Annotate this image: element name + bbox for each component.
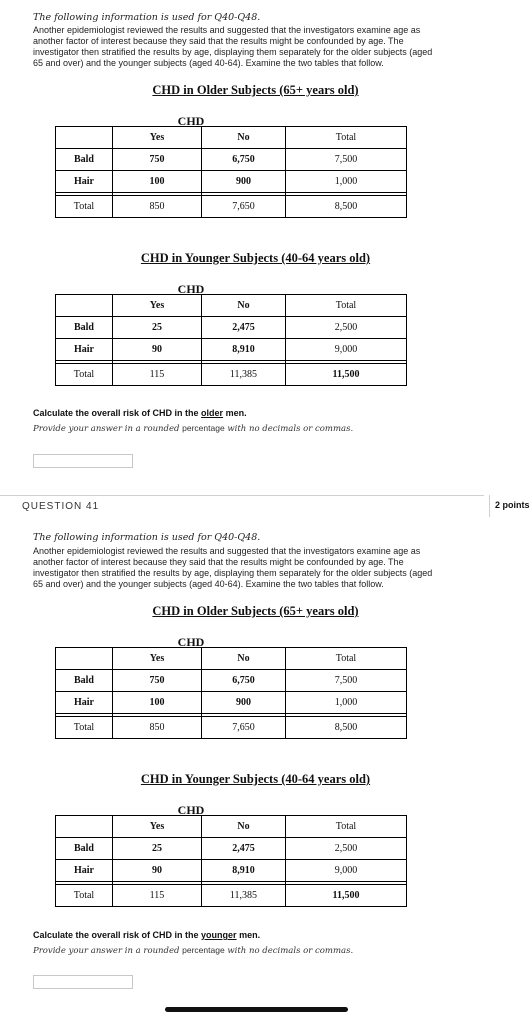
question-41-header: QUESTION 41 xyxy=(22,501,100,512)
older-subjects-table xyxy=(55,126,407,218)
table-row: Hair 90 8,910 9,000 xyxy=(56,339,407,361)
table-row: Hair 90 8,910 9,000 xyxy=(56,860,407,882)
older-header-yes: Yes xyxy=(113,127,202,149)
intro-label: The following information is used for Q40-Q48. xyxy=(33,532,261,543)
answer-instruction: Provide your answer in a rounded percentage with no decimals or commas. xyxy=(33,423,354,434)
younger-header-total: Total xyxy=(286,295,407,317)
home-indicator[interactable] xyxy=(165,1007,348,1012)
intro-text: Another epidemiologist reviewed the results and suggested that the investigators examine age as another factor of interest because they said that the results might be confounded by age. The investigator then stratified the results by age, displaying them separately for the older subjects (aged 65 and over) and the younger subjects (aged 40-64). Examine the two tables that follow. xyxy=(33,546,433,589)
question-40-text: Calculate the overall risk of CHD in the older men. xyxy=(33,408,247,418)
table-row: Total 115 11,385 11,500 xyxy=(56,885,407,907)
table-row: Total 850 7,650 8,500 xyxy=(56,196,407,218)
question-41-answer-input[interactable] xyxy=(33,975,133,989)
older-chd-header: CHD xyxy=(177,635,205,649)
younger-header-no: No xyxy=(202,295,286,317)
question-41-text: Calculate the overall risk of CHD in the younger men. xyxy=(33,930,261,940)
table-row: Bald 750 6,750 7,500 xyxy=(56,149,407,171)
older-header-no: No xyxy=(202,127,286,149)
table-row: Total 115 11,385 11,500 xyxy=(56,364,407,386)
older-table-title: CHD in Older Subjects (65+ years old) xyxy=(152,604,359,618)
younger-table-title: CHD in Younger Subjects (40-64 years old) xyxy=(140,251,371,265)
points-box: 2 points xyxy=(489,495,512,517)
older-subjects-table: Yes No Total Bald 750 6,750 7,500 Hair 100 900 1,000 Total 850 7,650 8,500 xyxy=(55,647,407,739)
younger-chd-header: CHD xyxy=(177,803,205,817)
question-divider xyxy=(0,495,484,496)
intro-label: The following information is used for Q40-Q48. xyxy=(33,12,261,23)
younger-header-yes: Yes xyxy=(113,295,202,317)
table-row: Total 850 7,650 8,500 xyxy=(56,717,407,739)
table-row: Bald 25 2,475 2,500 xyxy=(56,838,407,860)
table-row: Hair 100 900 1,000 xyxy=(56,692,407,714)
older-header-blank xyxy=(56,127,113,149)
younger-header-blank xyxy=(56,295,113,317)
older-table-title: CHD in Older Subjects (65+ years old) xyxy=(152,83,359,97)
older-chd-header: CHD xyxy=(177,114,205,128)
younger-subjects-table xyxy=(55,294,407,386)
older-header-total: Total xyxy=(286,127,407,149)
question-40-answer-input[interactable] xyxy=(33,454,133,468)
intro-text: Another epidemiologist reviewed the results and suggested that the investigators examine age as another factor of interest because they said that the results might be confounded by age. The investigator then stratified the results by age, displaying them separately for the older subjects (aged 65 and over) and the younger subjects (aged 40-64). Examine the two tables that follow. xyxy=(33,25,433,68)
younger-chd-header: CHD xyxy=(177,282,205,296)
answer-instruction: Provide your answer in a rounded percentage with no decimals or commas. xyxy=(33,945,354,956)
younger-subjects-table: Yes No Total Bald 25 2,475 2,500 Hair 90 8,910 9,000 Total 115 11,385 11,500 xyxy=(55,815,407,907)
table-row: Bald 25 2,475 2,500 xyxy=(56,317,407,339)
younger-table-title: CHD in Younger Subjects (40-64 years old) xyxy=(140,772,371,786)
table-row: Bald 750 6,750 7,500 xyxy=(56,670,407,692)
table-row: Hair 100 900 1,000 xyxy=(56,171,407,193)
